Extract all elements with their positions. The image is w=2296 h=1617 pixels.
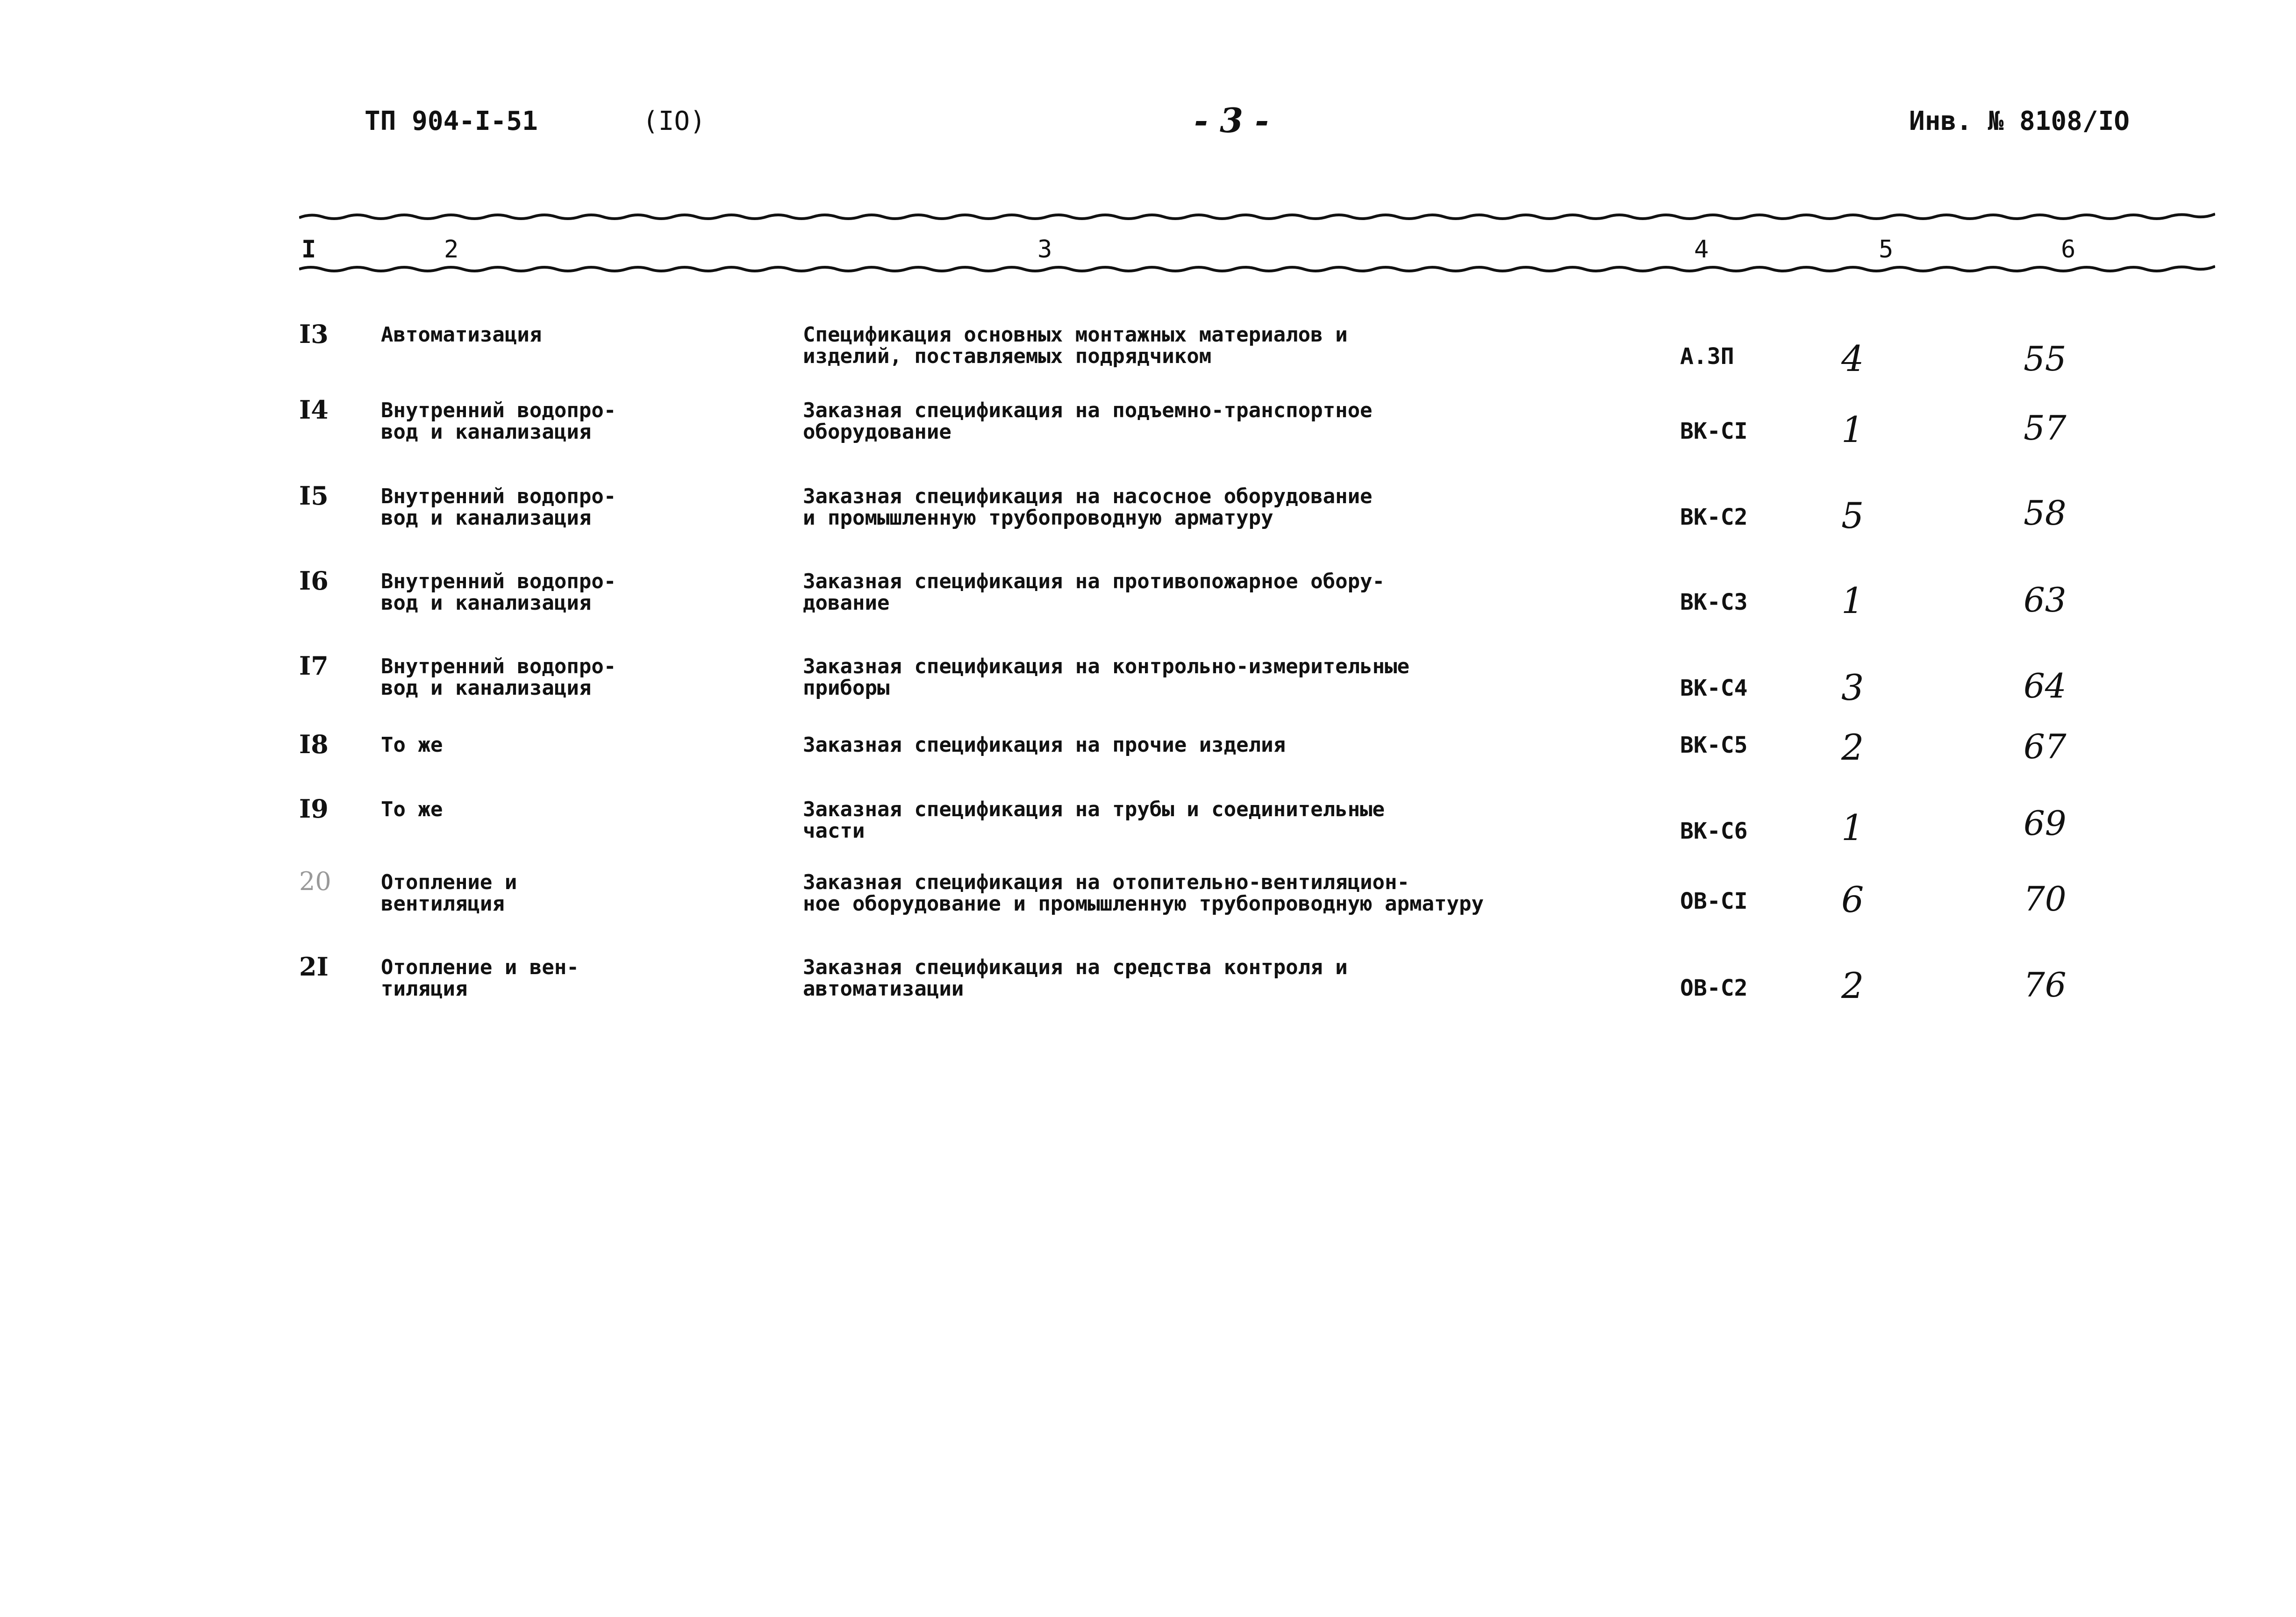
page-ref: 67 xyxy=(2024,727,2067,766)
document-line-2: приборы xyxy=(803,676,890,700)
section-line-1: То же xyxy=(381,733,443,757)
sheet-count: 5 xyxy=(1841,495,1864,536)
row-number: I8 xyxy=(299,729,329,759)
section-line-1: Внутренний водопро- xyxy=(381,570,616,593)
document-line-1: Заказная спецификация на отопительно-вентиляцион- xyxy=(803,870,1410,894)
inventory-number: Инв. № 8108/IO xyxy=(1909,106,2130,136)
sheet-count: 2 xyxy=(1841,727,1864,768)
document-code: А.ЗП xyxy=(1680,343,1734,370)
page-ref: 55 xyxy=(2024,339,2067,378)
column-header-3: 3 xyxy=(1037,235,1052,264)
document-line-1: Заказная спецификация на прочие изделия xyxy=(803,733,1286,757)
table-top-rule xyxy=(299,211,2215,221)
document-code: ОВ-С2 xyxy=(1680,975,1748,1001)
column-header-4: 4 xyxy=(1694,235,1709,264)
sheet-count: 1 xyxy=(1841,580,1864,621)
section-line-2: тиляция xyxy=(381,977,468,1001)
page-ref: 58 xyxy=(2024,493,2067,533)
wavy-rule-top xyxy=(299,211,2215,221)
column-header-5: 5 xyxy=(1879,235,1894,264)
page-number: - 3 - xyxy=(1194,100,1269,140)
column-header-1: I xyxy=(301,235,316,264)
sheet-count: 6 xyxy=(1841,879,1864,920)
page-ref: 70 xyxy=(2024,879,2067,919)
sheet-count: 1 xyxy=(1841,807,1864,848)
column-header-6: 6 xyxy=(2061,235,2076,264)
section-line-1: Внутренний водопро- xyxy=(381,484,616,508)
section-line-2: вод и канализация xyxy=(381,420,592,444)
section-line-1: Отопление и xyxy=(381,870,517,894)
document-line-1: Заказная спецификация на трубы и соединительные xyxy=(803,798,1385,821)
section-line-2: вод и канализация xyxy=(381,506,592,530)
document-line-2: оборудование xyxy=(803,420,951,444)
section-line-1: Автоматизация xyxy=(381,323,542,347)
row-number: I3 xyxy=(299,319,329,349)
document-code: ВК-С3 xyxy=(1680,589,1748,615)
document-line-1: Заказная спецификация на противопожарное обору- xyxy=(803,570,1385,593)
page-ref: 63 xyxy=(2024,580,2067,620)
sheet-count: 3 xyxy=(1841,667,1864,708)
wavy-rule-bottom xyxy=(299,264,2215,275)
document-line-2: и промышленную трубопроводную арматуру xyxy=(803,506,1273,530)
section-line-1: Внутренний водопро- xyxy=(381,399,616,422)
document-line-2: автоматизации xyxy=(803,977,964,1001)
document-line-2: изделий, поставляемых подрядчиком xyxy=(803,344,1212,368)
section-line-2: вентиляция xyxy=(381,892,505,916)
document-code: ВК-С2 xyxy=(1680,504,1748,530)
row-number: I9 xyxy=(299,794,329,824)
document-line-1: Спецификация основных монтажных материалов и xyxy=(803,323,1348,347)
row-number: 2I xyxy=(299,952,329,982)
section-line-1: То же xyxy=(381,798,443,821)
document-code: ВК-С5 xyxy=(1680,732,1748,758)
row-number: I4 xyxy=(299,395,329,425)
row-number: I6 xyxy=(299,566,329,596)
document-line-1: Заказная спецификация на насосное оборудование xyxy=(803,484,1373,508)
section-line-2: вод и канализация xyxy=(381,676,592,700)
section-line-2: вод и канализация xyxy=(381,591,592,615)
project-code: ТП 904-I-51 xyxy=(365,106,538,136)
document-line-1: Заказная спецификация на средства контроля и xyxy=(803,955,1348,979)
row-number: 20 xyxy=(299,867,331,896)
sheet-number: (IO) xyxy=(643,106,706,136)
sheet-count: 4 xyxy=(1841,338,1864,379)
sheet-count: 2 xyxy=(1841,965,1864,1006)
sheet-count: 1 xyxy=(1841,409,1864,450)
document-code: ОВ-СI xyxy=(1680,888,1748,914)
page-ref: 57 xyxy=(2024,408,2067,448)
document-code: ВК-С6 xyxy=(1680,818,1748,844)
document-line-2: ное оборудование и промышленную трубопроводную арматуру xyxy=(803,892,1484,916)
page-ref: 64 xyxy=(2024,666,2067,705)
document-line-1: Заказная спецификация на подъемно-транспортное xyxy=(803,399,1373,422)
page-ref: 76 xyxy=(2024,965,2067,1004)
document-code: ВК-С4 xyxy=(1680,675,1748,701)
section-line-1: Внутренний водопро- xyxy=(381,655,616,678)
table-header-rule xyxy=(299,264,2215,275)
document-line-2: дование xyxy=(803,591,890,615)
row-number: I7 xyxy=(299,651,329,681)
column-header-2: 2 xyxy=(444,235,459,264)
section-line-1: Отопление и вен- xyxy=(381,955,579,979)
row-number: I5 xyxy=(299,481,329,511)
document-line-2: части xyxy=(803,819,865,843)
document-code: ВК-СI xyxy=(1680,418,1748,444)
document-line-1: Заказная спецификация на контрольно-измерительные xyxy=(803,655,1410,678)
page-ref: 69 xyxy=(2024,804,2067,843)
